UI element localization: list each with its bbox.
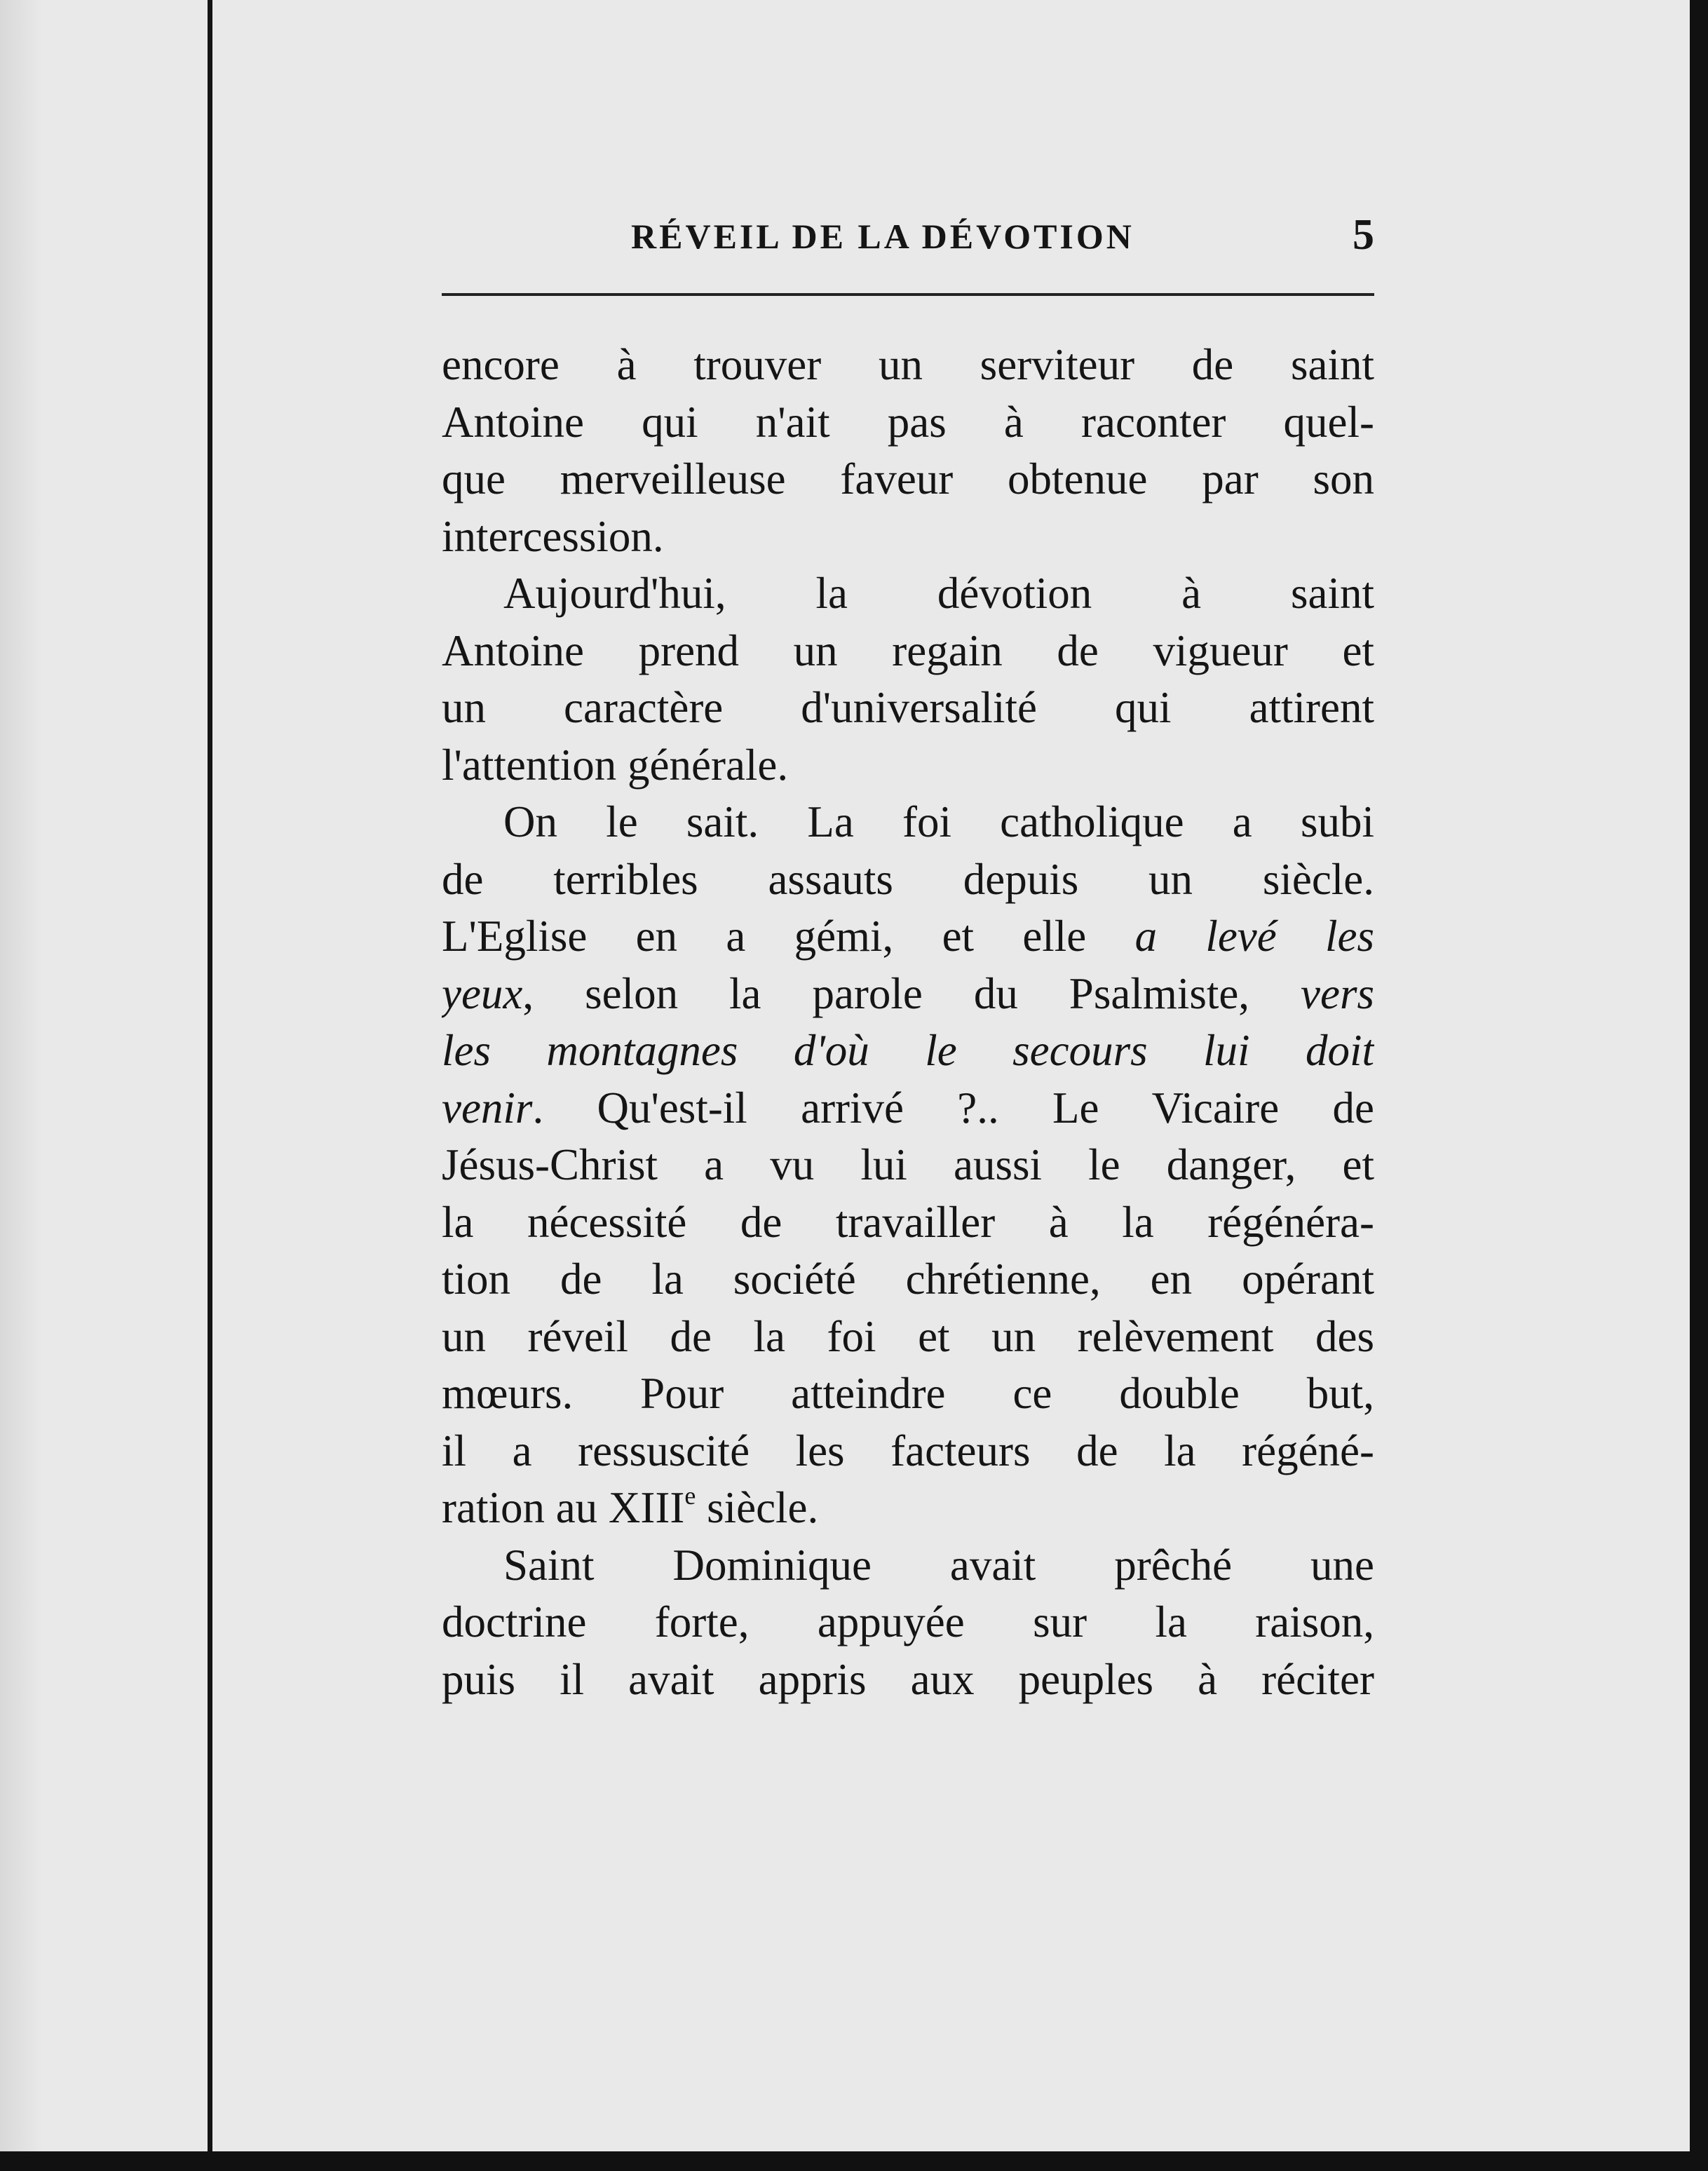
binding-edge-line bbox=[208, 0, 212, 2171]
book-page bbox=[442, 210, 1381, 1704]
running-title: RÉVEIL DE LA DÉVOTION bbox=[631, 217, 1134, 256]
text-line bbox=[442, 1080, 1374, 1137]
text-line: que merveilleuse faveur obtenue par son bbox=[442, 454, 1374, 503]
text-line: de terribles assauts depuis un siècle. bbox=[442, 854, 1374, 904]
italic-span: yeux bbox=[442, 968, 523, 1018]
text-line: Antoine prend un regain de vigueur et bbox=[442, 625, 1374, 675]
text-line: l'attention générale. bbox=[442, 740, 789, 790]
paragraph-3 bbox=[442, 794, 1374, 1537]
text-line: Antoine qui n'ait pas à raconter quel- bbox=[442, 397, 1374, 447]
paragraph-4 bbox=[442, 1537, 1374, 1709]
text-span: . Qu'est-il arrivé ?.. Le Vicaire de bbox=[532, 1083, 1374, 1132]
text-line: un caractère d'universalité qui attirent bbox=[442, 683, 1374, 732]
italic-span: a levé les bbox=[1134, 912, 1374, 961]
text-line: il a ressuscité les facteurs de la régéné- bbox=[442, 1426, 1374, 1475]
text-span: siècle. bbox=[696, 1483, 819, 1532]
superscript: e bbox=[684, 1482, 696, 1510]
text-line: Jésus-Christ a vu lui aussi le danger, et bbox=[442, 1140, 1374, 1189]
text-line: la nécessité de travailler à la régénéra- bbox=[442, 1197, 1374, 1247]
left-margin-shadow bbox=[0, 0, 42, 2171]
text-line: mœurs. Pour atteindre ce double but, bbox=[442, 1369, 1374, 1418]
text-span: L'Eglise en a gémi, et elle bbox=[442, 912, 1087, 961]
text-span: , selon la parole du Psalmiste, bbox=[522, 968, 1250, 1018]
text-line: doctrine forte, appuyée sur la raison, bbox=[442, 1597, 1374, 1646]
italic-span: venir bbox=[442, 1083, 533, 1132]
text-line bbox=[442, 1480, 1374, 1537]
right-scan-border bbox=[1690, 0, 1708, 2171]
italic-span: vers bbox=[1301, 968, 1374, 1018]
paragraph-2 bbox=[442, 565, 1374, 794]
paragraph-1 bbox=[442, 337, 1374, 565]
text-line: intercession. bbox=[442, 511, 664, 561]
text-line: encore à trouver un serviteur de saint bbox=[442, 340, 1374, 389]
bottom-scan-border bbox=[0, 2151, 1708, 2171]
text-line bbox=[442, 966, 1374, 1023]
running-head bbox=[442, 210, 1381, 266]
text-line: un réveil de la foi et un relèvement des bbox=[442, 1311, 1374, 1361]
text-span: ration au XIII bbox=[442, 1483, 685, 1532]
text-line bbox=[442, 908, 1374, 966]
text-line: Aujourd'hui, la dévotion à saint bbox=[503, 569, 1374, 618]
header-rule bbox=[442, 293, 1374, 296]
text-line: Saint Dominique avait prêché une bbox=[503, 1540, 1374, 1590]
page-number: 5 bbox=[1353, 211, 1374, 259]
text-line: On le sait. La foi catholique a subi bbox=[503, 797, 1374, 846]
italic-span: les montagnes d'où le secours lui doit bbox=[442, 1026, 1374, 1075]
text-line: puis il avait appris aux peuples à réciter bbox=[442, 1654, 1374, 1704]
body-text bbox=[442, 337, 1374, 1708]
text-line bbox=[442, 1022, 1374, 1080]
text-line: tion de la société chrétienne, en opérant bbox=[442, 1254, 1374, 1304]
